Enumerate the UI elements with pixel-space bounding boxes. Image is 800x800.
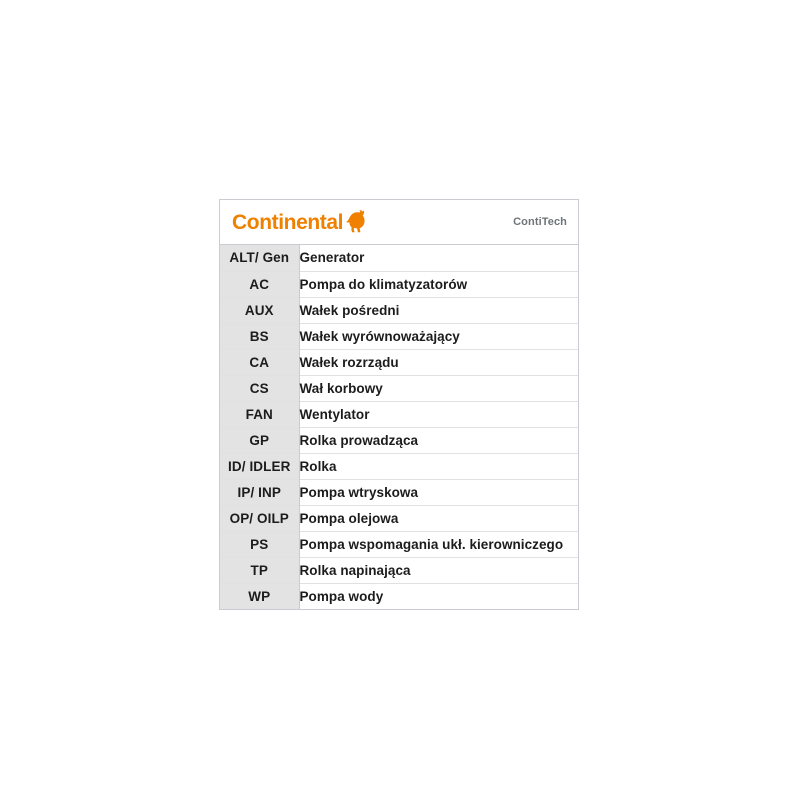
description-cell: Generator bbox=[299, 245, 578, 271]
abbreviation-legend-card bbox=[219, 199, 579, 610]
description-cell: Pompa wody bbox=[299, 583, 578, 609]
table-row bbox=[220, 531, 578, 557]
description-cell: Rolka napinająca bbox=[299, 557, 578, 583]
table-row bbox=[220, 323, 578, 349]
abbreviation-cell: FAN bbox=[220, 401, 299, 427]
sub-brand-name: ContiTech bbox=[513, 216, 567, 228]
abbreviation-cell: OP/ OILP bbox=[220, 505, 299, 531]
abbreviation-cell: IP/ INP bbox=[220, 479, 299, 505]
table-row bbox=[220, 583, 578, 609]
description-cell: Wał korbowy bbox=[299, 375, 578, 401]
table-row bbox=[220, 375, 578, 401]
description-cell: Wałek pośredni bbox=[299, 297, 578, 323]
table-row bbox=[220, 349, 578, 375]
abbreviation-cell: CA bbox=[220, 349, 299, 375]
brand-logo bbox=[232, 209, 368, 236]
table-row bbox=[220, 297, 578, 323]
abbreviation-cell: WP bbox=[220, 583, 299, 609]
description-cell: Pompa wtryskowa bbox=[299, 479, 578, 505]
description-cell: Rolka prowadząca bbox=[299, 427, 578, 453]
table-row bbox=[220, 453, 578, 479]
abbreviation-cell: BS bbox=[220, 323, 299, 349]
abbreviation-cell: AC bbox=[220, 271, 299, 297]
abbreviation-cell: CS bbox=[220, 375, 299, 401]
description-cell: Pompa do klimatyzatorów bbox=[299, 271, 578, 297]
brand-header bbox=[220, 200, 578, 245]
legend-table bbox=[220, 245, 578, 609]
brand-name: Continental bbox=[232, 210, 344, 234]
description-cell: Wentylator bbox=[299, 401, 578, 427]
table-row bbox=[220, 401, 578, 427]
description-cell: Wałek wyrównoważający bbox=[299, 323, 578, 349]
description-cell: Pompa wspomagania ukł. kierowniczego bbox=[299, 531, 578, 557]
description-cell: Wałek rozrządu bbox=[299, 349, 578, 375]
abbreviation-cell: AUX bbox=[220, 297, 299, 323]
prancing-horse-icon bbox=[346, 209, 368, 236]
description-cell: Rolka bbox=[299, 453, 578, 479]
description-cell: Pompa olejowa bbox=[299, 505, 578, 531]
abbreviation-cell: GP bbox=[220, 427, 299, 453]
table-row bbox=[220, 427, 578, 453]
table-row bbox=[220, 271, 578, 297]
table-row bbox=[220, 245, 578, 271]
abbreviation-cell: PS bbox=[220, 531, 299, 557]
abbreviation-cell: ALT/ Gen bbox=[220, 245, 299, 271]
table-row bbox=[220, 557, 578, 583]
abbreviation-cell: TP bbox=[220, 557, 299, 583]
table-row bbox=[220, 479, 578, 505]
abbreviation-cell: ID/ IDLER bbox=[220, 453, 299, 479]
table-row bbox=[220, 505, 578, 531]
